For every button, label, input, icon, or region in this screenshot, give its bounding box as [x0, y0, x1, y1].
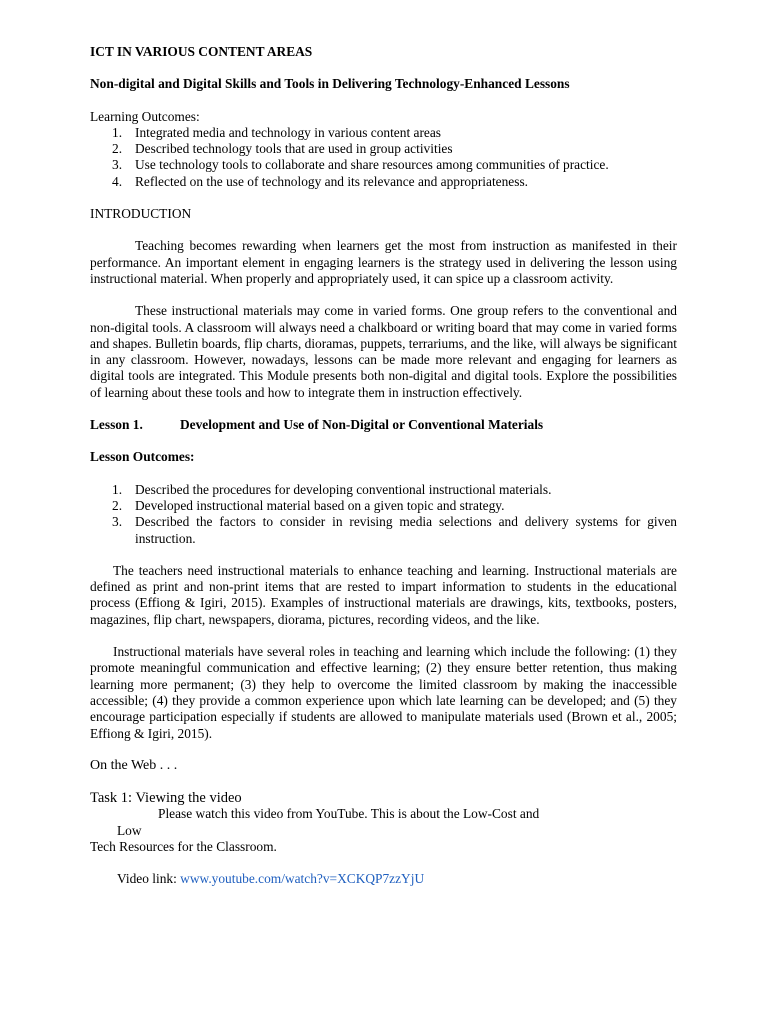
task-line: Please watch this video from YouTube. This is about the Low-Cost and: [158, 806, 540, 822]
document-subheading: Non-digital and Digital Skills and Tools in Delivering Technology-Enhanced Lessons: [90, 76, 570, 92]
introduction-paragraph: These instructional materials may come in varied forms. One group refers to the conventional and non-digital tools. A classroom will always need a chalkboard or writing board that may come in varied forms and shapes. Bulletin boards, flip charts, dioramas, puppets, terrariums, and the like, will always be significant in any classroom. However, nowadays, lessons can be made more relevant and engaging for learners as digital tools are integrated. This Module presents both non-digital and digital tools. Explore the possibilities of learning about these tools and how to integrate them in instruction effectively.: [90, 303, 677, 400]
list-item-number: 2.: [112, 141, 123, 157]
list-item-number: 3.: [112, 514, 123, 530]
list-item: [90, 482, 677, 498]
list-item: [90, 498, 677, 514]
list-item-text: Integrated media and technology in various content areas: [135, 124, 442, 140]
list-item-number: 4.: [112, 173, 123, 189]
list-item: [90, 157, 677, 173]
lesson-paragraph: The teachers need instructional materials to enhance teaching and learning. Instructional materials are defined as print and non-print items that are rested to impart information to students in the educational process (Effiong & Igiri, 2015). Examples of instructional materials are drawings, kits, textbooks, posters, magazines, flip chart, newspapers, diorama, pictures, recording videos, and the like.: [90, 562, 677, 627]
list-item-number: 1.: [112, 481, 123, 497]
video-link-label: Video link:: [117, 871, 181, 887]
list-item: [90, 125, 677, 141]
on-the-web-label: On the Web . . .: [90, 757, 178, 773]
list-item: [90, 174, 677, 190]
list-item-number: 1.: [112, 124, 123, 140]
document-heading: ICT IN VARIOUS CONTENT AREAS: [90, 44, 313, 59]
list-item-text: Reflected on the use of technology and its relevance and appropriateness.: [135, 173, 529, 189]
list-item-text: Use technology tools to collaborate and share resources among communities of practice.: [135, 157, 609, 173]
list-item-number: 2.: [112, 497, 123, 513]
list-item-text: Described technology tools that are used in group activities: [135, 141, 453, 157]
learning-outcomes-list: [90, 125, 677, 190]
document-page: [90, 44, 677, 888]
task-line: Tech Resources for the Classroom.: [90, 838, 277, 854]
task-line: Low: [117, 822, 142, 838]
list-item-text: Described the procedures for developing conventional instructional materials.: [135, 481, 552, 497]
introduction-label: INTRODUCTION: [90, 206, 192, 222]
video-link-row: [90, 871, 677, 887]
list-item: [90, 141, 677, 157]
lesson-paragraph: Instructional materials have several roles in teaching and learning which include the following: (1) they promote meaningful communication and effective learning; (2) they ensure better retention, thus making learning more permanent; (3) they help to overcome the limited classroom by making the inaccessible accessible; (4) they provide a common experience upon which late learning can be developed; and (5) they encourage participation especially if students are allowed to manipulate materials used (Brown et al., 2005; Effiong & Igiri, 2015).: [90, 644, 677, 741]
lesson-heading: [90, 417, 677, 433]
video-link[interactable]: www.youtube.com/watch?v=XCKQP7zzYjU: [180, 871, 425, 887]
task-title: Task 1: Viewing the video: [90, 790, 242, 807]
learning-outcomes-section: [90, 109, 677, 190]
lesson-title: Development and Use of Non-Digital or Conventional Materials: [180, 417, 544, 433]
lesson-outcomes-label: Lesson Outcomes:: [90, 449, 195, 465]
list-item-text: Described the factors to consider in revising media selections and delivery systems for given instruction.: [135, 514, 677, 546]
list-item: [90, 514, 677, 547]
list-item-text: Developed instructional material based on a given topic and strategy.: [135, 497, 505, 513]
lesson-number: Lesson 1.: [90, 417, 143, 433]
introduction-paragraph: Teaching becomes rewarding when learners get the most from instruction as manifested in their performance. An important element in engaging learners is the strategy used in delivering the lesson using instructional material. When properly and appropriately used, it can spice up a classroom activity.: [90, 238, 677, 286]
task-instructions: [90, 806, 608, 839]
list-item-number: 3.: [112, 157, 123, 173]
lesson-outcomes-list: [90, 482, 677, 547]
learning-outcomes-label: Learning Outcomes:: [90, 108, 200, 124]
